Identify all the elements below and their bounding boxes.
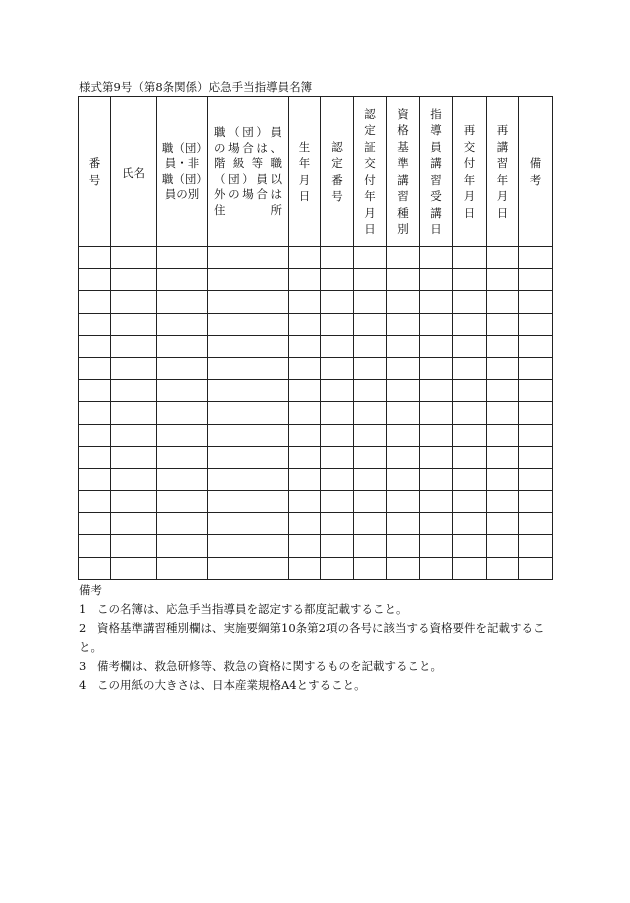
table-cell[interactable] [354, 402, 387, 424]
table-cell[interactable] [420, 468, 453, 490]
table-cell[interactable] [321, 446, 354, 468]
table-cell[interactable] [79, 335, 111, 357]
table-cell[interactable] [289, 335, 321, 357]
table-row [79, 313, 553, 335]
table-cell[interactable] [208, 335, 289, 357]
table-cell[interactable] [420, 291, 453, 313]
table-cell[interactable] [111, 380, 157, 402]
table-cell[interactable] [79, 446, 111, 468]
table-cell[interactable] [519, 446, 553, 468]
table-cell[interactable] [387, 557, 420, 579]
table-cell[interactable] [79, 291, 111, 313]
table-cell[interactable] [519, 513, 553, 535]
table-row [79, 357, 553, 379]
table-cell[interactable] [487, 424, 519, 446]
table-row [79, 247, 553, 269]
table-cell[interactable] [321, 557, 354, 579]
table-cell[interactable] [387, 291, 420, 313]
table-cell[interactable] [208, 535, 289, 557]
table-cell[interactable] [289, 557, 321, 579]
table-row [79, 513, 553, 535]
table-row [79, 335, 553, 357]
table-cell[interactable] [387, 424, 420, 446]
table-cell[interactable] [111, 535, 157, 557]
table-cell[interactable] [157, 380, 208, 402]
table-cell[interactable] [387, 513, 420, 535]
table-cell[interactable] [289, 269, 321, 291]
table-cell[interactable] [79, 468, 111, 490]
header-instructor-course-date: 指導員講習受講日 [420, 97, 453, 247]
table-cell[interactable] [157, 424, 208, 446]
table-cell[interactable] [111, 291, 157, 313]
table-cell[interactable] [519, 313, 553, 335]
table-cell[interactable] [420, 380, 453, 402]
table-cell[interactable] [289, 380, 321, 402]
table-cell[interactable] [387, 446, 420, 468]
table-cell[interactable] [111, 402, 157, 424]
table-row [79, 291, 553, 313]
header-recourse-date: 再講習年月日 [487, 97, 519, 247]
table-cell[interactable] [519, 557, 553, 579]
table-cell[interactable] [208, 468, 289, 490]
table-cell[interactable] [487, 335, 519, 357]
table-cell[interactable] [111, 357, 157, 379]
table-cell[interactable] [487, 557, 519, 579]
table-cell[interactable] [157, 557, 208, 579]
table-cell[interactable] [79, 402, 111, 424]
table-cell[interactable] [208, 446, 289, 468]
table-cell[interactable] [487, 535, 519, 557]
table-cell[interactable] [79, 380, 111, 402]
table-cell[interactable] [111, 446, 157, 468]
table-cell[interactable] [487, 357, 519, 379]
table-row [79, 557, 553, 579]
table-row [79, 380, 553, 402]
table-cell[interactable] [453, 291, 487, 313]
note-item [79, 619, 553, 657]
table-cell[interactable] [420, 313, 453, 335]
table-cell[interactable] [289, 535, 321, 557]
table-cell[interactable] [420, 557, 453, 579]
table-cell[interactable] [519, 491, 553, 513]
table-cell[interactable] [387, 402, 420, 424]
table-cell[interactable] [519, 424, 553, 446]
table-cell[interactable] [420, 335, 453, 357]
table-cell[interactable] [519, 291, 553, 313]
table-cell[interactable] [208, 357, 289, 379]
table-cell[interactable] [354, 424, 387, 446]
table-cell[interactable] [354, 313, 387, 335]
header-cert-issue-date: 認定証交付年月日 [354, 97, 387, 247]
table-cell[interactable] [157, 446, 208, 468]
table-cell[interactable] [79, 491, 111, 513]
table-cell[interactable] [157, 491, 208, 513]
note-item [79, 657, 553, 676]
table-cell[interactable] [519, 380, 553, 402]
table-cell[interactable] [519, 269, 553, 291]
table-cell[interactable] [289, 291, 321, 313]
table-cell[interactable] [387, 535, 420, 557]
table-row [79, 402, 553, 424]
table-cell[interactable] [354, 513, 387, 535]
table-cell[interactable] [289, 513, 321, 535]
table-cell[interactable] [157, 313, 208, 335]
table-cell[interactable] [387, 269, 420, 291]
table-row [79, 535, 553, 557]
table-cell[interactable] [208, 424, 289, 446]
header-number: 番号 [79, 97, 111, 247]
note-item [79, 676, 553, 695]
table-cell[interactable] [208, 557, 289, 579]
table-cell[interactable] [157, 513, 208, 535]
header-row [79, 97, 553, 247]
table-cell[interactable] [354, 380, 387, 402]
table-cell[interactable] [157, 468, 208, 490]
table-cell[interactable] [79, 535, 111, 557]
table-cell[interactable] [519, 247, 553, 269]
table-cell[interactable] [354, 269, 387, 291]
table-cell[interactable] [289, 491, 321, 513]
form-title: 様式第9号（第8条関係）応急手当指導員名簿 [79, 80, 313, 94]
table-cell[interactable] [321, 402, 354, 424]
table-cell[interactable] [79, 557, 111, 579]
table-cell[interactable] [354, 535, 387, 557]
table-cell[interactable] [79, 313, 111, 335]
table-cell[interactable] [111, 468, 157, 490]
table-cell[interactable] [387, 313, 420, 335]
note-number: 2 [79, 621, 87, 635]
table-cell[interactable] [519, 402, 553, 424]
table-cell[interactable] [321, 513, 354, 535]
table-cell[interactable] [519, 535, 553, 557]
table-cell[interactable] [79, 269, 111, 291]
table-cell[interactable] [354, 335, 387, 357]
table-cell[interactable] [453, 446, 487, 468]
table-cell[interactable] [79, 424, 111, 446]
table-cell[interactable] [321, 291, 354, 313]
table-cell[interactable] [111, 335, 157, 357]
table-cell[interactable] [208, 513, 289, 535]
table-cell[interactable] [289, 402, 321, 424]
table-cell[interactable] [420, 513, 453, 535]
table-cell[interactable] [354, 357, 387, 379]
table-cell[interactable] [111, 557, 157, 579]
table-cell[interactable] [157, 357, 208, 379]
table-row [79, 424, 553, 446]
table-cell[interactable] [208, 380, 289, 402]
table-cell[interactable] [289, 357, 321, 379]
table-cell[interactable] [111, 269, 157, 291]
table-cell[interactable] [387, 357, 420, 379]
table-cell[interactable] [321, 424, 354, 446]
table-cell[interactable] [79, 357, 111, 379]
table-cell[interactable] [208, 402, 289, 424]
table-cell[interactable] [387, 335, 420, 357]
table-cell[interactable] [157, 535, 208, 557]
table-cell[interactable] [321, 468, 354, 490]
table-cell[interactable] [420, 402, 453, 424]
table-cell[interactable] [354, 446, 387, 468]
table-cell[interactable] [453, 335, 487, 357]
table-cell[interactable] [487, 513, 519, 535]
table-cell[interactable] [453, 424, 487, 446]
table-cell[interactable] [354, 291, 387, 313]
table-cell[interactable] [453, 513, 487, 535]
note-item [79, 600, 553, 619]
table-cell[interactable] [420, 247, 453, 269]
table-cell[interactable] [453, 313, 487, 335]
table-cell[interactable] [79, 513, 111, 535]
table-cell[interactable] [519, 335, 553, 357]
table-cell[interactable] [79, 247, 111, 269]
table-cell[interactable] [111, 513, 157, 535]
note-text: この名簿は、応急手当指導員を認定する都度記載すること。 [97, 602, 408, 616]
header-rank-or-address: 職（団）員の場合は、階級等職（団）員以外の場合は住所 [208, 97, 289, 247]
table-row [79, 446, 553, 468]
table-cell[interactable] [354, 247, 387, 269]
table-cell[interactable] [321, 491, 354, 513]
table-cell[interactable] [354, 468, 387, 490]
table-cell[interactable] [387, 491, 420, 513]
note-text: 資格基準講習種別欄は、実施要綱第10条第2項の各号に該当する資格要件を記載すること。 [79, 621, 545, 654]
header-cert-number: 認定番号 [321, 97, 354, 247]
table-cell[interactable] [157, 335, 208, 357]
header-qualification-course: 資格基準講習種別 [387, 97, 420, 247]
table-cell[interactable] [321, 247, 354, 269]
table-cell[interactable] [321, 313, 354, 335]
table-cell[interactable] [420, 269, 453, 291]
table-cell[interactable] [321, 380, 354, 402]
table-cell[interactable] [387, 380, 420, 402]
header-reissue-date: 再交付年月日 [453, 97, 487, 247]
table-cell[interactable] [487, 491, 519, 513]
table-cell[interactable] [289, 446, 321, 468]
table-cell[interactable] [387, 468, 420, 490]
table-cell[interactable] [420, 424, 453, 446]
table-cell[interactable] [487, 380, 519, 402]
note-text: この用紙の大きさは、日本産業規格A4とすること。 [97, 678, 366, 692]
table-cell[interactable] [157, 269, 208, 291]
table-cell[interactable] [157, 247, 208, 269]
table-cell[interactable] [453, 468, 487, 490]
table-cell[interactable] [321, 357, 354, 379]
table-cell[interactable] [487, 269, 519, 291]
table-cell[interactable] [208, 247, 289, 269]
table-cell[interactable] [420, 491, 453, 513]
table-cell[interactable] [157, 291, 208, 313]
table-cell[interactable] [420, 357, 453, 379]
header-remarks: 備考 [519, 97, 553, 247]
header-birthdate: 生年月日 [289, 97, 321, 247]
table-cell[interactable] [453, 247, 487, 269]
notes-section [79, 581, 553, 695]
table-cell[interactable] [111, 247, 157, 269]
header-staff-type: 職（団）員・非職（団）員の別 [157, 97, 208, 247]
header-name: 氏名 [111, 97, 157, 247]
table-cell[interactable] [321, 269, 354, 291]
table-row [79, 491, 553, 513]
table-cell[interactable] [453, 357, 487, 379]
roster-table [78, 96, 553, 580]
table-cell[interactable] [289, 247, 321, 269]
table-cell[interactable] [519, 357, 553, 379]
table-cell[interactable] [111, 491, 157, 513]
table-cell[interactable] [487, 313, 519, 335]
notes-heading: 備考 [79, 583, 102, 597]
table-cell[interactable] [453, 557, 487, 579]
table-cell[interactable] [487, 468, 519, 490]
table-cell[interactable] [387, 247, 420, 269]
note-number: 1 [79, 602, 87, 616]
table-cell[interactable] [111, 313, 157, 335]
table-cell[interactable] [453, 535, 487, 557]
table-cell[interactable] [420, 535, 453, 557]
table-cell[interactable] [289, 424, 321, 446]
table-row [79, 468, 553, 490]
table-cell[interactable] [208, 291, 289, 313]
table-cell[interactable] [208, 269, 289, 291]
table-cell[interactable] [453, 402, 487, 424]
table-cell[interactable] [208, 491, 289, 513]
table-cell[interactable] [453, 380, 487, 402]
note-number: 3 [79, 659, 87, 673]
table-cell[interactable] [453, 491, 487, 513]
table-cell[interactable] [289, 468, 321, 490]
table-cell[interactable] [487, 247, 519, 269]
table-cell[interactable] [519, 468, 553, 490]
table-cell[interactable] [321, 335, 354, 357]
table-cell[interactable] [420, 446, 453, 468]
note-number: 4 [79, 678, 87, 692]
table-cell[interactable] [453, 269, 487, 291]
table-cell[interactable] [354, 557, 387, 579]
table-cell[interactable] [289, 313, 321, 335]
table-cell[interactable] [208, 313, 289, 335]
roster-body [79, 247, 553, 580]
table-row [79, 269, 553, 291]
table-cell[interactable] [321, 535, 354, 557]
table-cell[interactable] [487, 402, 519, 424]
table-cell[interactable] [111, 424, 157, 446]
table-cell[interactable] [487, 446, 519, 468]
table-cell[interactable] [487, 291, 519, 313]
table-cell[interactable] [157, 402, 208, 424]
note-text: 備考欄は、救急研修等、救急の資格に関するものを記載すること。 [97, 659, 442, 673]
table-cell[interactable] [354, 491, 387, 513]
